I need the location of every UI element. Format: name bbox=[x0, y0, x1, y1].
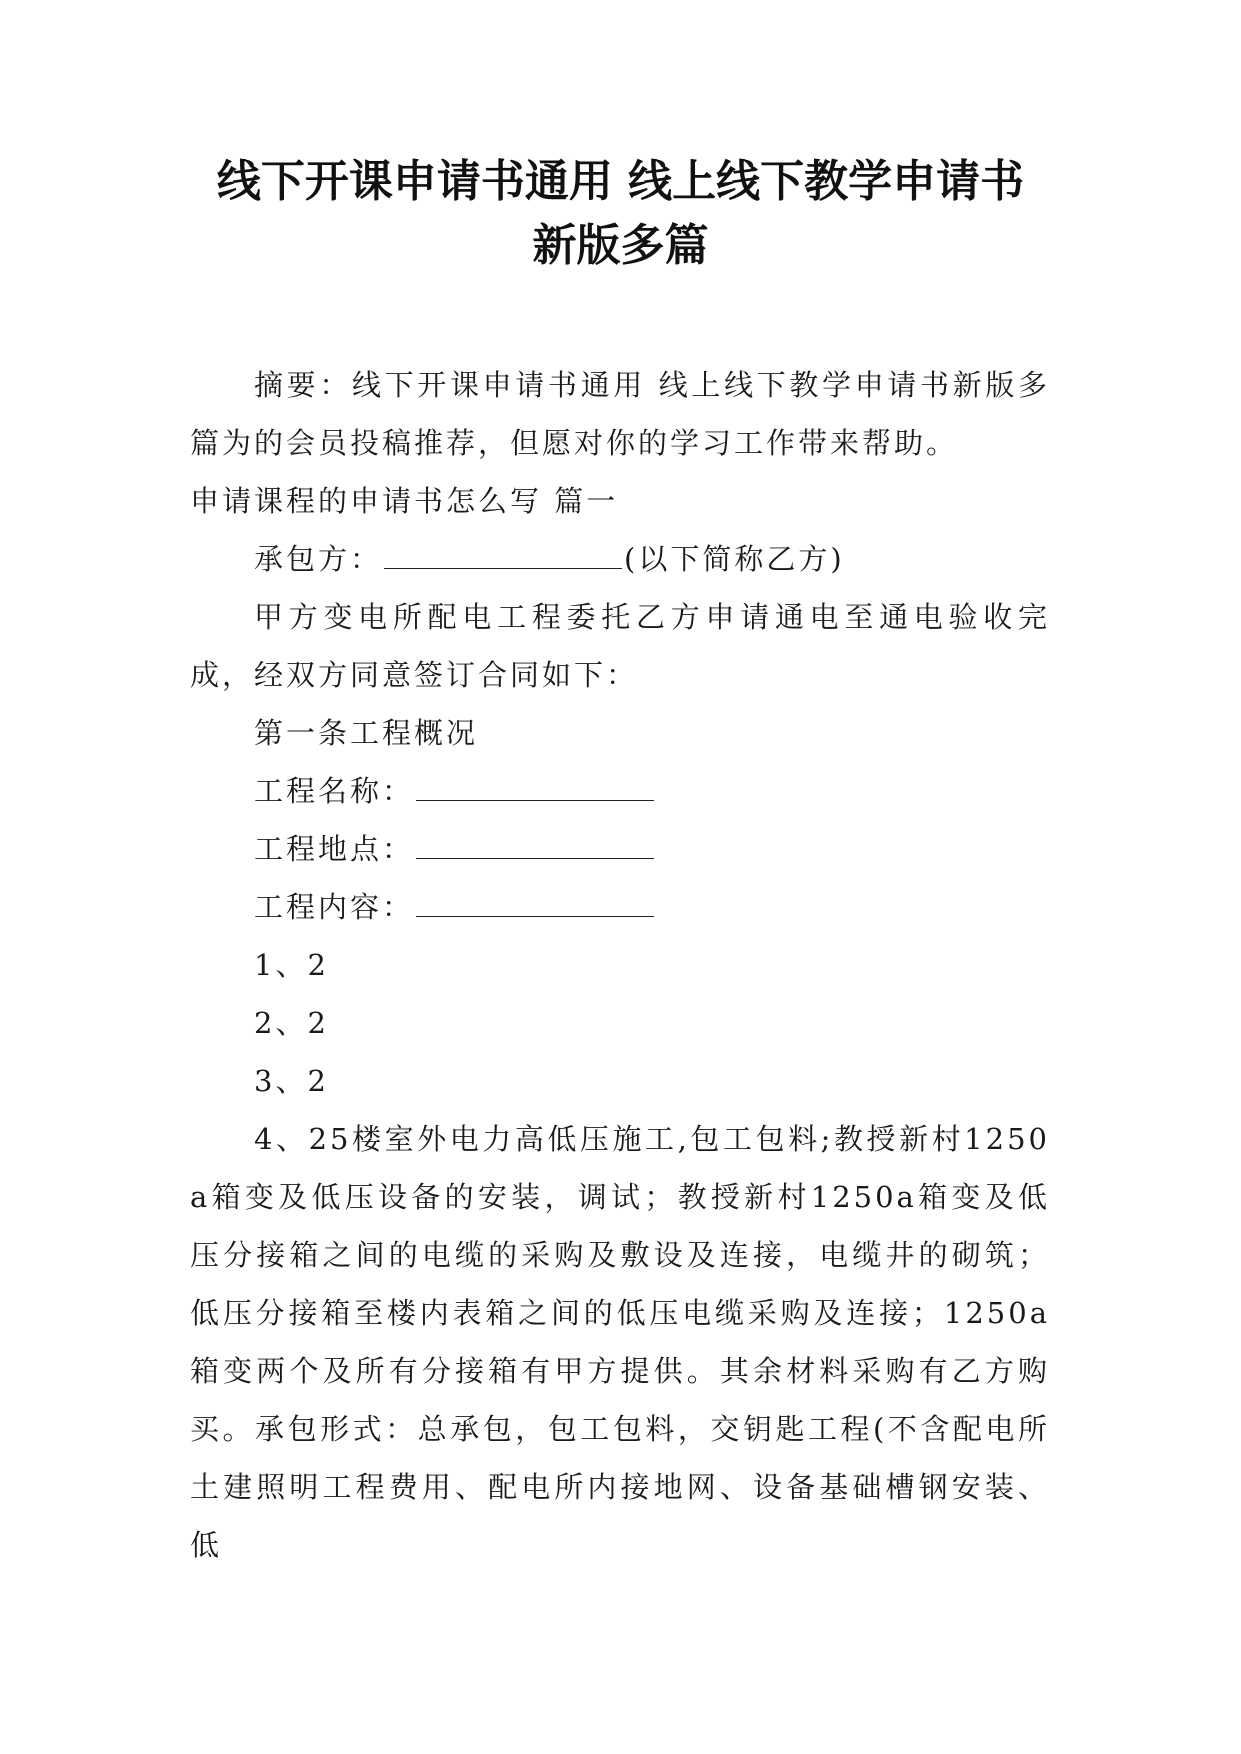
field-blank bbox=[416, 890, 654, 917]
field-project-location bbox=[190, 820, 1050, 878]
title-line-2: 新版多篇 bbox=[532, 220, 709, 271]
list-item: 3、2 bbox=[254, 1064, 329, 1098]
contractor-line bbox=[190, 530, 1050, 588]
section-heading: 申请课程的申请书怎么写 篇一 bbox=[190, 484, 619, 518]
intro-paragraph: 甲方变电所配电工程委托乙方申请通电至通电验收完成，经双方同意签订合同如下： bbox=[190, 600, 1050, 692]
contractor-label: 承包方： bbox=[254, 542, 383, 576]
list-item: 1、2 bbox=[254, 948, 329, 982]
document-title bbox=[150, 150, 1091, 278]
contractor-blank bbox=[384, 542, 622, 569]
field-project-content bbox=[190, 878, 1050, 936]
field-label: 工程名称： bbox=[254, 774, 415, 808]
article1-heading: 第一条工程概况 bbox=[254, 716, 479, 750]
field-label: 工程地点： bbox=[254, 832, 415, 866]
item4-paragraph: 4、25楼室外电力高低压施工,包工包料;教授新村1250a箱变及低压设备的安装，调试；教授新村1250a箱变及低压分接箱之间的电缆的采购及敷设及连接，电缆井的砌筑；低压分接箱至楼内表箱之间的低压电缆采购及连接；1250a箱变两个及所有分接箱有甲方提供。其余材料采购有乙方购买。承包形式：总承包，包工包料，交钥匙工程(不含配电所土建照明工程费用、配电所内接地网、设备基础槽钢安装、低 bbox=[190, 1122, 1050, 1562]
field-project-name bbox=[190, 762, 1050, 820]
abstract-paragraph: 摘要：线下开课申请书通用 线上线下教学申请书新版多篇为的会员投稿推荐，但愿对你的学习工作带来帮助。 bbox=[190, 368, 1050, 460]
field-blank bbox=[416, 774, 654, 801]
contractor-suffix: (以下简称乙方) bbox=[624, 542, 845, 576]
field-blank bbox=[416, 832, 654, 859]
title-line-1: 线下开课申请书通用 线上线下教学申请书 bbox=[216, 156, 1025, 207]
list-item: 2、2 bbox=[254, 1006, 329, 1040]
document-body bbox=[190, 356, 1050, 1574]
field-label: 工程内容： bbox=[254, 890, 415, 924]
